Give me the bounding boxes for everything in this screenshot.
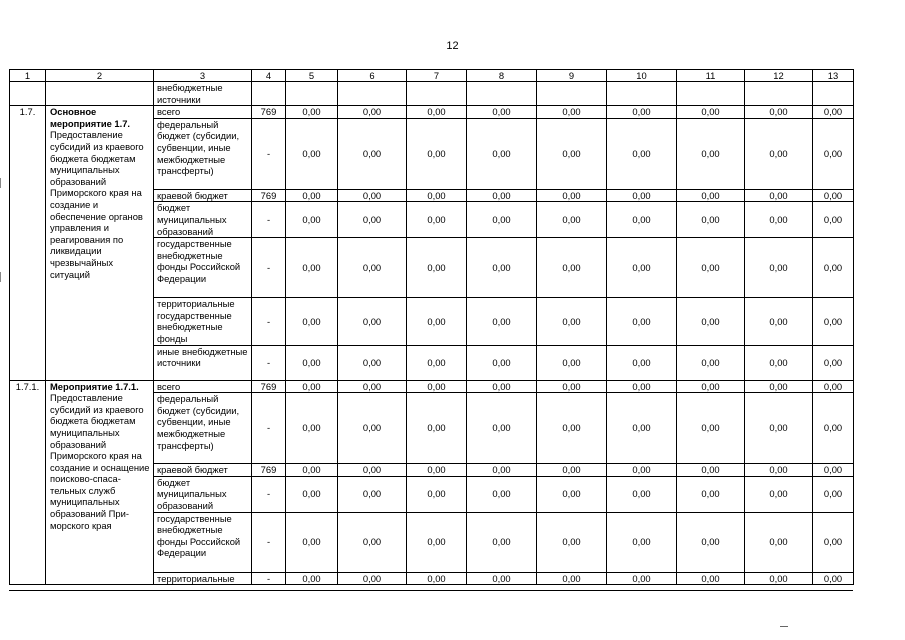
budget-code: - bbox=[252, 202, 286, 238]
amount-cell: 0,00 bbox=[607, 512, 677, 572]
budget-code: - bbox=[252, 118, 286, 189]
amount-cell: 0,00 bbox=[745, 189, 813, 202]
amount-cell: 0,00 bbox=[286, 298, 338, 345]
amount-cell: 0,00 bbox=[467, 189, 537, 202]
amount-cell: 0,00 bbox=[677, 118, 745, 189]
funding-source: территориальные государственные внебюджетные фонды bbox=[154, 298, 252, 345]
amount-cell bbox=[338, 82, 407, 106]
row-number: 1.7.1. bbox=[10, 380, 46, 585]
column-header: 4 bbox=[252, 70, 286, 82]
amount-cell: 0,00 bbox=[745, 298, 813, 345]
funding-source: государственные внебюджетные фонды Российской Федерации bbox=[154, 512, 252, 572]
amount-cell: 0,00 bbox=[745, 380, 813, 393]
amount-cell: 0,00 bbox=[607, 202, 677, 238]
amount-cell: 0,00 bbox=[537, 512, 607, 572]
amount-cell: 0,00 bbox=[286, 393, 338, 464]
amount-cell: 0,00 bbox=[338, 202, 407, 238]
amount-cell: 0,00 bbox=[745, 118, 813, 189]
row-description bbox=[46, 380, 154, 585]
amount-cell: 0,00 bbox=[607, 476, 677, 512]
amount-cell: 0,00 bbox=[338, 380, 407, 393]
table-row bbox=[10, 82, 854, 106]
funding-source: краевой бюджет bbox=[154, 464, 252, 477]
table-row bbox=[10, 106, 854, 119]
budget-code: - bbox=[252, 298, 286, 345]
amount-cell: 0,00 bbox=[745, 572, 813, 585]
measure-description: Предоставление субсидий из краевого бюджета бюджетам муниципальных образований Приморского края на создание и обеспечение органов управления и реагирования по ликвидации чрезвычайных ситуаций bbox=[50, 129, 144, 280]
amount-cell: 0,00 bbox=[407, 345, 467, 380]
amount-cell: 0,00 bbox=[467, 393, 537, 464]
amount-cell: 0,00 bbox=[407, 202, 467, 238]
amount-cell: 0,00 bbox=[286, 238, 338, 298]
amount-cell: 0,00 bbox=[745, 476, 813, 512]
funding-source: внебюджетные источники bbox=[154, 82, 252, 106]
amount-cell: 0,00 bbox=[407, 476, 467, 512]
amount-cell: 0,00 bbox=[745, 393, 813, 464]
budget-code: 769 bbox=[252, 380, 286, 393]
amount-cell: 0,00 bbox=[286, 118, 338, 189]
amount-cell bbox=[537, 82, 607, 106]
amount-cell: 0,00 bbox=[286, 464, 338, 477]
amount-cell: 0,00 bbox=[407, 189, 467, 202]
budget-code: - bbox=[252, 393, 286, 464]
amount-cell: 0,00 bbox=[467, 118, 537, 189]
funding-source: краевой бюджет bbox=[154, 189, 252, 202]
row-number bbox=[10, 82, 46, 106]
row-number: 1.7. bbox=[10, 106, 46, 380]
amount-cell: 0,00 bbox=[813, 106, 854, 119]
amount-cell: 0,00 bbox=[813, 476, 854, 512]
amount-cell: 0,00 bbox=[607, 118, 677, 189]
amount-cell: 0,00 bbox=[467, 238, 537, 298]
table-row bbox=[10, 380, 854, 393]
amount-cell: 0,00 bbox=[407, 106, 467, 119]
amount-cell: 0,00 bbox=[467, 476, 537, 512]
budget-code: 769 bbox=[252, 106, 286, 119]
amount-cell: 0,00 bbox=[677, 238, 745, 298]
column-header: 1 bbox=[10, 70, 46, 82]
amount-cell: 0,00 bbox=[607, 106, 677, 119]
measure-title: Основное мероприятие 1.7. bbox=[50, 106, 131, 129]
page-number: 12 bbox=[446, 40, 459, 52]
amount-cell: 0,00 bbox=[745, 512, 813, 572]
budget-code: - bbox=[252, 476, 286, 512]
budget-code: - bbox=[252, 238, 286, 298]
amount-cell: 0,00 bbox=[537, 380, 607, 393]
amount-cell: 0,00 bbox=[813, 380, 854, 393]
amount-cell: 0,00 bbox=[338, 476, 407, 512]
amount-cell: 0,00 bbox=[537, 572, 607, 585]
budget-table bbox=[9, 69, 854, 585]
amount-cell: 0,00 bbox=[677, 345, 745, 380]
amount-cell: 0,00 bbox=[407, 464, 467, 477]
amount-cell: 0,00 bbox=[537, 476, 607, 512]
amount-cell: 0,00 bbox=[607, 380, 677, 393]
amount-cell: 0,00 bbox=[338, 393, 407, 464]
amount-cell: 0,00 bbox=[286, 189, 338, 202]
funding-source: всего bbox=[154, 380, 252, 393]
amount-cell: 0,00 bbox=[813, 345, 854, 380]
row-description bbox=[46, 106, 154, 380]
column-header: 11 bbox=[677, 70, 745, 82]
amount-cell: 0,00 bbox=[677, 572, 745, 585]
amount-cell: 0,00 bbox=[537, 393, 607, 464]
amount-cell: 0,00 bbox=[607, 393, 677, 464]
column-header: 9 bbox=[537, 70, 607, 82]
amount-cell: 0,00 bbox=[813, 572, 854, 585]
amount-cell: 0,00 bbox=[537, 202, 607, 238]
amount-cell bbox=[286, 82, 338, 106]
column-header: 12 bbox=[745, 70, 813, 82]
amount-cell: 0,00 bbox=[537, 238, 607, 298]
amount-cell: 0,00 bbox=[407, 512, 467, 572]
funding-source: федеральный бюджет (субсидии, субвенции, иные межбюджетные трансферты) bbox=[154, 393, 252, 464]
amount-cell: 0,00 bbox=[537, 106, 607, 119]
amount-cell: 0,00 bbox=[677, 189, 745, 202]
amount-cell: 0,00 bbox=[813, 202, 854, 238]
amount-cell: 0,00 bbox=[338, 464, 407, 477]
amount-cell: 0,00 bbox=[407, 118, 467, 189]
amount-cell: 0,00 bbox=[467, 464, 537, 477]
column-header: 3 bbox=[154, 70, 252, 82]
amount-cell: 0,00 bbox=[407, 380, 467, 393]
column-header: 5 bbox=[286, 70, 338, 82]
budget-code: 769 bbox=[252, 189, 286, 202]
amount-cell: 0,00 bbox=[467, 298, 537, 345]
amount-cell: 0,00 bbox=[537, 345, 607, 380]
funding-source: территориальные bbox=[154, 572, 252, 585]
amount-cell: 0,00 bbox=[467, 106, 537, 119]
scan-edge-mark bbox=[0, 272, 5, 282]
column-header: 10 bbox=[607, 70, 677, 82]
amount-cell: 0,00 bbox=[677, 202, 745, 238]
amount-cell: 0,00 bbox=[537, 118, 607, 189]
amount-cell: 0,00 bbox=[607, 572, 677, 585]
amount-cell: 0,00 bbox=[467, 512, 537, 572]
column-header: 8 bbox=[467, 70, 537, 82]
amount-cell: 0,00 bbox=[338, 106, 407, 119]
amount-cell: 0,00 bbox=[677, 380, 745, 393]
amount-cell bbox=[407, 82, 467, 106]
amount-cell: 0,00 bbox=[677, 512, 745, 572]
funding-source: государственные внебюджетные фонды Российской Федерации bbox=[154, 238, 252, 298]
amount-cell: 0,00 bbox=[677, 476, 745, 512]
scan-corner-mark bbox=[780, 626, 788, 629]
amount-cell: 0,00 bbox=[745, 345, 813, 380]
amount-cell: 0,00 bbox=[745, 202, 813, 238]
row-description bbox=[46, 82, 154, 106]
funding-source: федеральный бюджет (субсидии, субвенции, иные межбюджетные трансферты) bbox=[154, 118, 252, 189]
amount-cell: 0,00 bbox=[467, 345, 537, 380]
amount-cell: 0,00 bbox=[677, 106, 745, 119]
amount-cell: 0,00 bbox=[338, 238, 407, 298]
amount-cell: 0,00 bbox=[677, 393, 745, 464]
amount-cell: 0,00 bbox=[813, 118, 854, 189]
amount-cell: 0,00 bbox=[338, 189, 407, 202]
amount-cell: 0,00 bbox=[745, 106, 813, 119]
amount-cell: 0,00 bbox=[813, 512, 854, 572]
budget-code: - bbox=[252, 345, 286, 380]
table-body bbox=[10, 82, 854, 585]
amount-cell: 0,00 bbox=[813, 393, 854, 464]
funding-source: бюджет муниципальных образований bbox=[154, 202, 252, 238]
amount-cell: 0,00 bbox=[677, 464, 745, 477]
amount-cell: 0,00 bbox=[338, 345, 407, 380]
amount-cell: 0,00 bbox=[537, 464, 607, 477]
column-header: 7 bbox=[407, 70, 467, 82]
amount-cell: 0,00 bbox=[607, 189, 677, 202]
budget-code: 769 bbox=[252, 464, 286, 477]
page-bottom-line bbox=[9, 590, 853, 591]
amount-cell: 0,00 bbox=[467, 380, 537, 393]
column-header: 2 bbox=[46, 70, 154, 82]
funding-source: бюджет муниципальных образований bbox=[154, 476, 252, 512]
amount-cell: 0,00 bbox=[813, 464, 854, 477]
amount-cell: 0,00 bbox=[537, 189, 607, 202]
amount-cell: 0,00 bbox=[338, 572, 407, 585]
funding-source: иные внебюджетные источники bbox=[154, 345, 252, 380]
scan-edge-mark bbox=[0, 178, 5, 188]
amount-cell: 0,00 bbox=[607, 238, 677, 298]
amount-cell bbox=[745, 82, 813, 106]
amount-cell: 0,00 bbox=[745, 464, 813, 477]
amount-cell: 0,00 bbox=[286, 202, 338, 238]
column-header: 6 bbox=[338, 70, 407, 82]
measure-description: Предоставление субсидий из краевого бюджета бюджетам муниципальных образований Приморского края на создание и оснащение поисково-спаса-тельных служб муниципальных образований При-морского края bbox=[50, 392, 150, 531]
amount-cell: 0,00 bbox=[813, 189, 854, 202]
amount-cell: 0,00 bbox=[607, 464, 677, 477]
amount-cell bbox=[677, 82, 745, 106]
amount-cell: 0,00 bbox=[407, 393, 467, 464]
amount-cell: 0,00 bbox=[407, 298, 467, 345]
amount-cell bbox=[607, 82, 677, 106]
amount-cell: 0,00 bbox=[467, 572, 537, 585]
amount-cell: 0,00 bbox=[813, 238, 854, 298]
funding-source: всего bbox=[154, 106, 252, 119]
amount-cell: 0,00 bbox=[286, 380, 338, 393]
budget-code bbox=[252, 82, 286, 106]
measure-title: Мероприятие 1.7.1. bbox=[50, 380, 139, 392]
amount-cell: 0,00 bbox=[607, 298, 677, 345]
amount-cell: 0,00 bbox=[338, 298, 407, 345]
amount-cell: 0,00 bbox=[677, 298, 745, 345]
amount-cell: 0,00 bbox=[286, 572, 338, 585]
header-row bbox=[10, 70, 854, 82]
amount-cell: 0,00 bbox=[607, 345, 677, 380]
budget-code: - bbox=[252, 572, 286, 585]
amount-cell bbox=[813, 82, 854, 106]
amount-cell: 0,00 bbox=[286, 345, 338, 380]
amount-cell: 0,00 bbox=[467, 202, 537, 238]
amount-cell: 0,00 bbox=[407, 238, 467, 298]
amount-cell: 0,00 bbox=[813, 298, 854, 345]
amount-cell: 0,00 bbox=[286, 106, 338, 119]
amount-cell: 0,00 bbox=[407, 572, 467, 585]
budget-code: - bbox=[252, 512, 286, 572]
amount-cell bbox=[467, 82, 537, 106]
amount-cell: 0,00 bbox=[338, 118, 407, 189]
amount-cell: 0,00 bbox=[286, 476, 338, 512]
amount-cell: 0,00 bbox=[338, 512, 407, 572]
amount-cell: 0,00 bbox=[286, 512, 338, 572]
amount-cell: 0,00 bbox=[745, 238, 813, 298]
amount-cell: 0,00 bbox=[537, 298, 607, 345]
column-header: 13 bbox=[813, 70, 854, 82]
